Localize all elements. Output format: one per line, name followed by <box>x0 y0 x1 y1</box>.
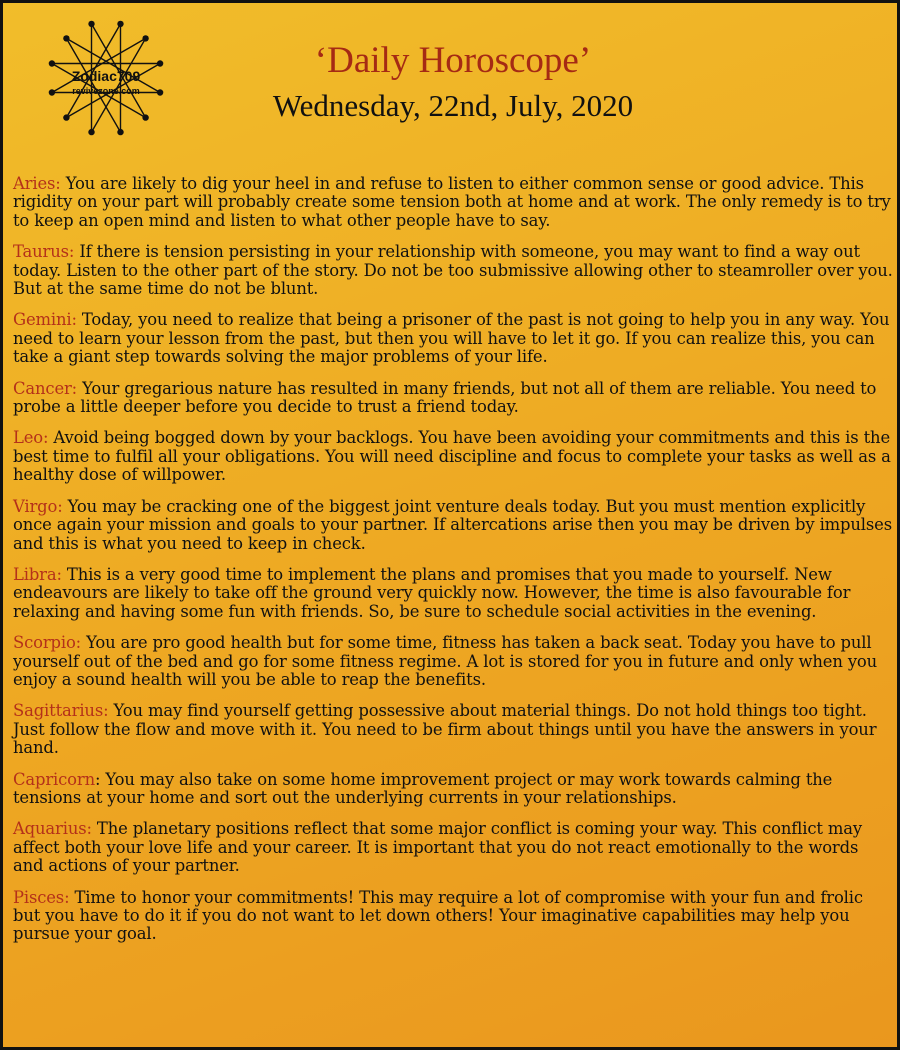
sign-text: You may find yourself getting possessive about material things. Do not hold things too tight. Just follow the flow and move with it. You need to be firm about things until you have the answers in your hand. <box>13 701 877 758</box>
horoscope-entry-gemini <box>13 311 893 366</box>
logo-dot <box>157 60 163 66</box>
sign-name: Libra: <box>13 564 62 584</box>
sign-text: The planetary positions reflect that some major conflict is coming your way. This conflict may affect both your love life and your career. It is important that you do not react emotionally to the words and actions of your partner. <box>13 819 862 876</box>
sign-name: Pisces: <box>13 887 70 907</box>
horoscope-entry-taurus <box>13 243 893 298</box>
logo-dot <box>142 114 148 120</box>
sign-text: You are likely to dig your heel in and refuse to listen to either common sense or good advice. This rigidity on your part will probably create some tension both at home and at work. The only remedy is to try to keep an open mind and listen to what other people have to say. <box>13 174 891 230</box>
page-date: Wednesday, 22nd, July, 2020 <box>272 88 634 123</box>
horoscope-entry-sagittarius <box>13 702 893 757</box>
sign-name: Leo: <box>13 428 49 448</box>
logo-dot <box>63 114 69 120</box>
sign-name: Capricorn <box>13 769 95 789</box>
horoscope-entry-cancer <box>13 380 893 417</box>
page-title: ‘Daily Horoscope’ <box>314 40 592 81</box>
sign-name: Aquarius: <box>13 819 92 839</box>
logo-name: Zodiac709 <box>71 68 141 84</box>
horoscope-entry-libra <box>13 566 893 621</box>
horoscope-entry-pisces <box>13 889 893 944</box>
sign-name: Taurus: <box>13 242 75 262</box>
logo-line <box>66 38 160 92</box>
sign-text: You are pro good health but for some time, fitness has taken a back seat. Today you have to pull yourself out of the bed and go for some fitness regime. A lot is stored for you in future and only when you enjoy a sound health will you be able to reap the benefits. <box>13 633 878 689</box>
sign-text: If there is tension persisting in your relationship with someone, you may want to find a way out today. Listen to the other part of the story. Do not be too submissive allowing other to steamroller over you. But at the same time do not be blunt. <box>13 242 893 299</box>
logo-dot <box>117 21 123 27</box>
sign-name: Sagittarius: <box>13 701 109 721</box>
sign-text: : You may also take on some home improvement project or may work towards calming the tensions at your home and sort out the underlying currents in your relationships. <box>13 769 833 807</box>
logo-dot <box>142 35 148 41</box>
horoscope-entry-scorpio <box>13 634 893 689</box>
sign-name: Aries: <box>13 174 61 193</box>
logo-dot <box>88 21 94 27</box>
sign-text: Time to honor your commitments! This may require a lot of compromise with your fun and frolic but you have to do it if you do not want to let down others! Your imaginative capabilities may help you pursue your goal. <box>13 887 863 944</box>
logo-dot <box>49 60 55 66</box>
sign-name: Gemini: <box>13 310 77 330</box>
sign-name: Virgo: <box>13 496 63 516</box>
sign-text: Avoid being bogged down by your backlogs. You have been avoiding your commitments and this is the best time to fulfil all your obligations. You will need discipline and focus to complete your tasks as well as a healthy dose of willpower. <box>13 428 891 485</box>
horoscope-entry-leo <box>13 429 893 484</box>
sign-name: Scorpio: <box>13 633 82 653</box>
horoscope-entry-aquarius <box>13 820 893 875</box>
sign-text: This is a very good time to implement the plans and promises that you made to yourself. New endeavours are likely to take off the ground very quickly now. However, the time is also favourable for relaxing and having some fun with friends. So, be sure to schedule social activities in the evening. <box>13 564 851 621</box>
sign-name: Cancer: <box>13 378 78 398</box>
horoscope-entry-capricorn <box>13 771 893 808</box>
sign-text: You may be cracking one of the biggest joint venture deals today. But you must mention explicitly once again your mission and goals to your partner. If altercations arise then you may be driven by impulses and this is what you need to keep in check. <box>13 496 892 553</box>
horoscope-entry-aries <box>13 175 893 230</box>
logo-line <box>52 38 146 92</box>
logo-dot <box>117 129 123 135</box>
sign-text: Today, you need to realize that being a prisoner of the past is not going to help you in any way. You need to learn your lesson from the past, but then you will have to let it go. If you can realize this, you can take a giant step towards solving the major problems of your life. <box>13 310 890 367</box>
horoscope-entry-virgo <box>13 498 893 553</box>
zodiac-logo <box>45 17 167 139</box>
logo-dot <box>88 129 94 135</box>
logo-dot <box>63 35 69 41</box>
logo-site: revivezone.com <box>72 86 140 96</box>
horoscope-list <box>13 175 893 957</box>
sign-text: Your gregarious nature has resulted in many friends, but not all of them are reliable. You need to probe a little deeper before you decide to trust a friend today. <box>13 378 877 417</box>
